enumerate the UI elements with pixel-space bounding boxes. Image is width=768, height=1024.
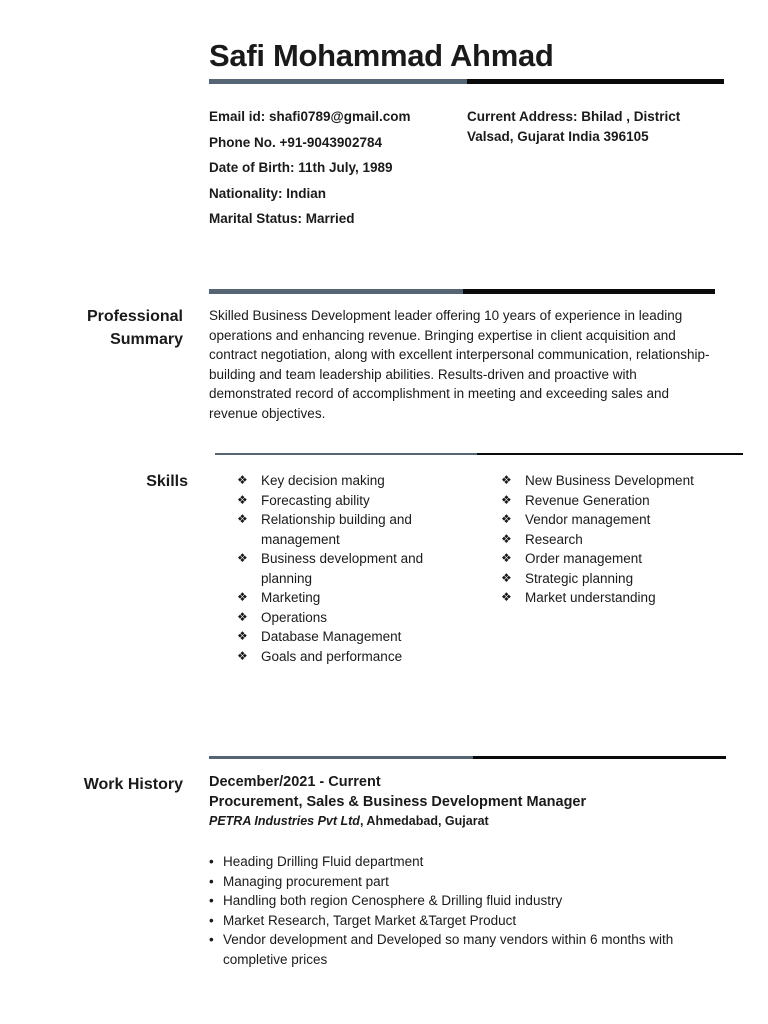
address-block: Current Address: Bhilad , District Valsad, Gujarat India 396105	[467, 109, 681, 144]
diamond-bullet-icon: ❖	[501, 473, 512, 487]
summary-title: Professional Summary	[86, 308, 183, 348]
list-item-text: Goals and performance	[261, 648, 403, 664]
contact-block	[209, 104, 411, 232]
diamond-bullet-icon: ❖	[237, 609, 248, 624]
round-bullet-icon: •	[209, 912, 214, 928]
list-item-text: Handling both region Cenosphere & Drilling fluid industry	[223, 893, 563, 908]
round-bullet-icon: •	[209, 893, 214, 908]
list-item	[209, 872, 709, 892]
job-title: Procurement, Sales & Business Development Manager	[209, 793, 587, 810]
skills-list-right	[501, 471, 741, 608]
phone-line: Phone No. +91-9043902784	[209, 134, 382, 150]
list-item	[209, 891, 709, 911]
job-company-line	[209, 812, 586, 830]
list-item-text: New Business Development	[525, 473, 694, 488]
list-item-text: Operations	[261, 609, 328, 625]
list-item	[501, 471, 741, 491]
list-item-text: Heading Drilling Fluid department	[223, 854, 424, 869]
diamond-bullet-icon: ❖	[237, 473, 248, 487]
list-item-text: Order management	[525, 551, 643, 566]
work-rule	[209, 756, 726, 759]
round-bullet-icon: •	[209, 873, 214, 889]
list-item-text: Managing procurement part	[223, 873, 389, 889]
job-entry	[209, 773, 586, 830]
list-item-text: Database Management	[261, 629, 402, 644]
diamond-bullet-icon: ❖	[237, 492, 248, 507]
diamond-bullet-icon: ❖	[501, 512, 512, 526]
list-item-text: Market Research, Target Market &Target Product	[223, 912, 517, 928]
marital-status-line: Marital Status: Married	[209, 211, 355, 227]
list-item-text: Vendor development and Developed so many vendors within 6 months with completive prices	[223, 932, 674, 967]
diamond-bullet-icon: ❖	[501, 492, 512, 507]
skills-title: Skills	[146, 473, 188, 490]
dob-line: Date of Birth: 11th July, 1989	[209, 160, 393, 176]
skills-rule	[215, 453, 743, 455]
list-item-text: Research	[525, 531, 583, 547]
diamond-bullet-icon: ❖	[237, 551, 248, 565]
diamond-bullet-icon: ❖	[237, 512, 248, 526]
diamond-bullet-icon: ❖	[501, 590, 512, 604]
header-rule	[209, 79, 724, 84]
summary-rule	[209, 289, 715, 294]
diamond-bullet-icon: ❖	[237, 590, 248, 604]
list-item-text: Market understanding	[525, 590, 656, 605]
list-item	[237, 471, 457, 491]
round-bullet-icon: •	[209, 854, 214, 869]
list-item	[501, 510, 741, 530]
candidate-name: Safi Mohammad Ahmad	[209, 38, 554, 73]
list-item	[237, 647, 457, 667]
diamond-bullet-icon: ❖	[501, 551, 512, 565]
list-item	[237, 588, 457, 608]
list-item	[501, 491, 741, 511]
list-item-text: Relationship building and management	[261, 512, 412, 547]
list-item	[237, 549, 457, 588]
list-item-text: Business development and planning	[261, 551, 424, 586]
job-date: December/2021 - Current	[209, 774, 381, 790]
summary-text: Skilled Business Development leader offering 10 years of experience in leading operations and enhancing revenue. Bringing expertise in client acquisition and contract negotiation, along with excellent interpersonal communication, relationship-building and team leadership abilities. Results-driven and proactive with demonstrated record of accomplishment in meeting and exceeding sales and revenue objectives.	[209, 308, 710, 421]
work-history-title: Work History	[83, 776, 183, 793]
round-bullet-icon: •	[209, 932, 214, 947]
list-item-text: Marketing	[261, 590, 321, 605]
list-item	[237, 491, 457, 511]
list-item	[237, 608, 457, 628]
list-item-text: Vendor management	[525, 512, 651, 527]
list-item	[209, 930, 709, 969]
list-item	[237, 510, 457, 549]
list-item	[501, 530, 741, 550]
list-item	[237, 627, 457, 647]
list-item	[209, 911, 709, 931]
list-item	[209, 852, 709, 872]
list-item-text: Strategic planning	[525, 570, 634, 586]
diamond-bullet-icon: ❖	[237, 629, 248, 643]
email-line: Email id: shafi0789@gmail.com	[209, 109, 411, 124]
list-item	[501, 549, 741, 569]
job-location: , Ahmedabad, Gujarat	[359, 814, 489, 828]
diamond-bullet-icon: ❖	[501, 531, 512, 546]
nationality-line: Nationality: Indian	[209, 185, 327, 201]
list-item	[501, 588, 741, 608]
job-company: PETRA Industries Pvt Ltd	[209, 814, 360, 828]
job-duties-list	[209, 852, 709, 969]
diamond-bullet-icon: ❖	[501, 570, 512, 585]
list-item-text: Forecasting ability	[261, 492, 370, 508]
skills-list-left	[237, 471, 457, 666]
list-item-text: Key decision making	[261, 473, 385, 488]
list-item	[501, 569, 741, 589]
list-item-text: Revenue Generation	[525, 492, 650, 508]
diamond-bullet-icon: ❖	[237, 648, 248, 663]
